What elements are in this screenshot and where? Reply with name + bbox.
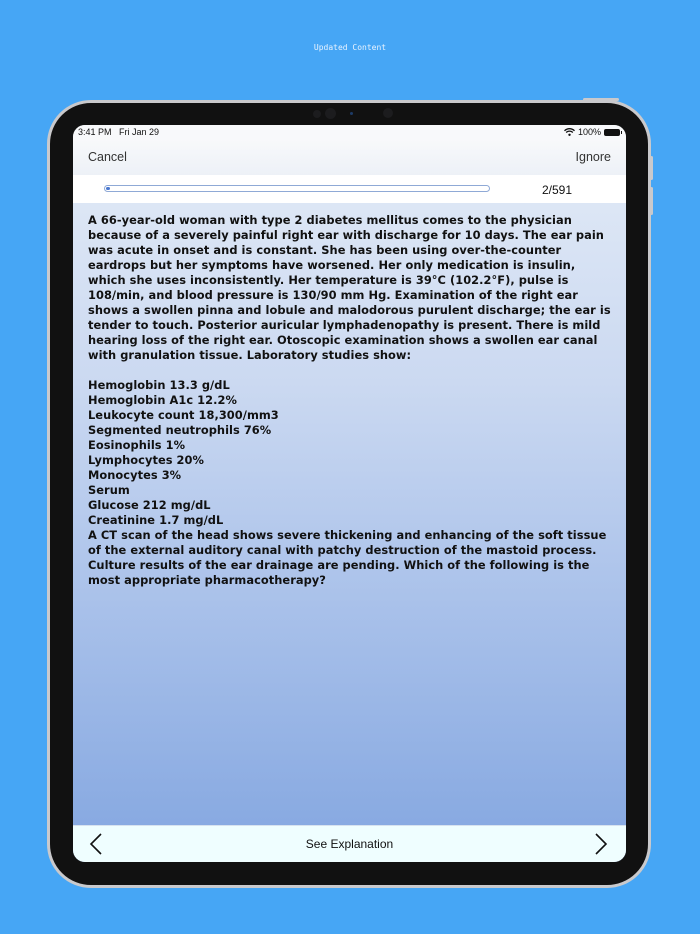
lab-item: Creatinine 1.7 mg/dL xyxy=(88,513,224,527)
question-closing: A CT scan of the head shows severe thickening and enhancing of the soft tissue of the external auditory canal with patchy destruction of the mastoid process. Culture results of the ear drainage are pending. Which of the following is the most appropriate pharmacotherapy? xyxy=(88,528,611,587)
bottom-toolbar xyxy=(73,825,626,862)
lab-item: Leukocyte count 18,300/mm3 xyxy=(88,408,279,422)
time-text: 3:41 PM xyxy=(78,127,112,137)
app-screen xyxy=(73,125,626,862)
question-text xyxy=(88,213,616,588)
lab-item: Serum xyxy=(88,483,130,497)
lab-item: Hemoglobin A1c 12.2% xyxy=(88,393,237,407)
date-text: Fri Jan 29 xyxy=(119,127,160,137)
battery-full-icon xyxy=(604,129,620,136)
nav-bar xyxy=(73,139,626,175)
wifi-icon xyxy=(564,128,575,136)
lab-results xyxy=(88,378,616,528)
chevron-right-icon[interactable] xyxy=(594,833,608,855)
lab-item: Segmented neutrophils 76% xyxy=(88,423,272,437)
cancel-button[interactable]: Cancel xyxy=(88,150,127,164)
lab-item: Hemoglobin 13.3 g/dL xyxy=(88,378,230,392)
progress-fill xyxy=(106,187,110,190)
status-bar xyxy=(73,125,626,139)
status-time xyxy=(78,127,159,137)
status-indicators xyxy=(564,127,620,137)
ignore-button[interactable]: Ignore xyxy=(575,150,611,164)
lab-item: Monocytes 3% xyxy=(88,468,182,482)
lab-item: Eosinophils 1% xyxy=(88,438,186,452)
explain-container xyxy=(73,837,626,851)
camera-sensor xyxy=(350,112,353,115)
camera-dot xyxy=(313,110,321,118)
battery-percent: 100% xyxy=(577,127,601,137)
lab-item: Lymphocytes 20% xyxy=(88,453,204,467)
question-stem: A 66-year-old woman with type 2 diabetes mellitus comes to the physician because of a severely painful right ear with discharge for 10 days. The ear pain was acute in onset and is constant. She has been using over-the-counter eardrops but her symptoms have worsened. Her only medication is insulin, which she uses inconsistently. Her temperature is 39°C (102.2°F), pulse is 108/min, and blood pressure is 130/90 mm Hg. Examination of the right ear shows a swollen pinna and lobule and malodorous purulent discharge; the ear is tender to touch. Posterior auricular lymphadenopathy is present. There is mild hearing loss of the right ear. Otoscopic examination shows a swollen ear canal with granulation tissue. Laboratory studies show: xyxy=(88,213,615,362)
question-counter: 2/591 xyxy=(542,183,573,197)
progress-bar xyxy=(104,185,490,192)
lab-item: Glucose 212 mg/dL xyxy=(88,498,211,512)
see-explanation-button[interactable]: See Explanation xyxy=(305,837,394,851)
camera-lens xyxy=(325,108,336,119)
caption-text: Updated Content xyxy=(313,43,387,52)
camera-flash xyxy=(383,108,393,118)
progress-row xyxy=(73,175,626,203)
